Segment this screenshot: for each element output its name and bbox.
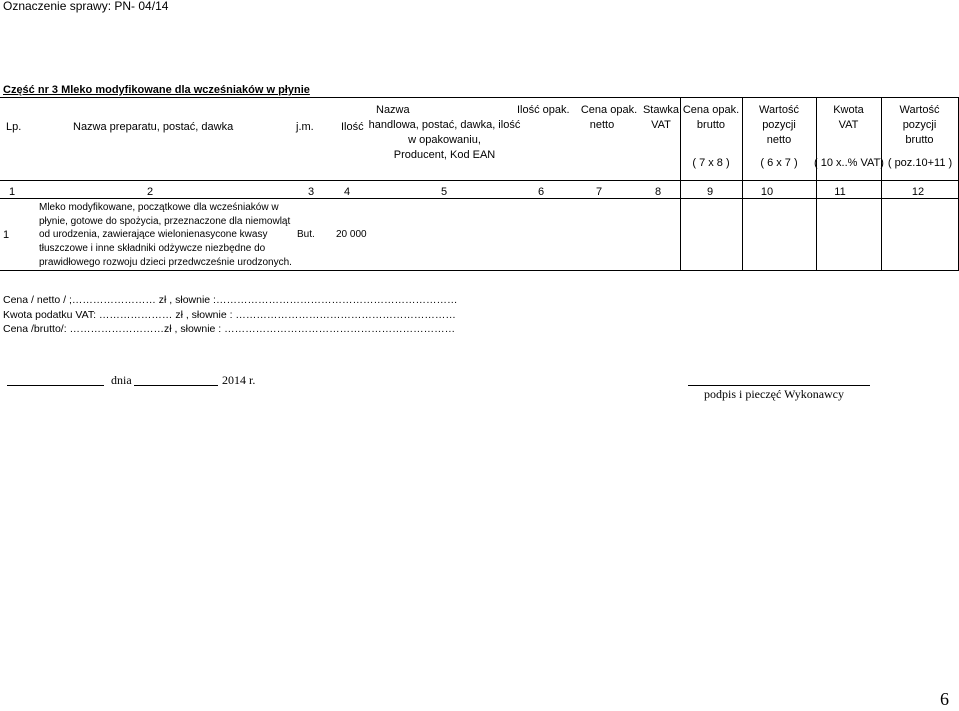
header-gross-price: Cena opak. brutto (682, 104, 740, 131)
row-qty: 20 000 (336, 229, 367, 240)
column-number: 2 (146, 186, 154, 198)
column-number: 9 (706, 186, 714, 198)
column-number: 8 (654, 186, 662, 198)
row-lp: 1 (3, 229, 10, 241)
column-number: 10 (760, 186, 774, 198)
signature-caption: podpis i pieczęć Wykonawcy (704, 387, 845, 401)
header-trade-name: Nazwa handlowa, postać, dawka, ilość w opakowaniu, Producent, Kod EAN (368, 104, 521, 161)
header-vat-amount: Kwota VAT (833, 104, 864, 131)
header-position-net: Wartość pozycji netto (759, 104, 799, 146)
column-number: 11 (834, 186, 846, 198)
header-lp: Lp. (6, 121, 22, 133)
column-number: 5 (440, 186, 448, 198)
column-number: 12 (911, 186, 925, 198)
date-label: dnia (111, 373, 132, 387)
case-label: Oznaczenie sprawy: PN- 04/14 (3, 0, 169, 13)
column-number: 3 (307, 186, 315, 198)
column-number: 6 (537, 186, 545, 198)
signature-line (688, 385, 870, 386)
summary-gross: Cena /brutto/: ………………………zł , słownie : ………………………………………………………… (3, 323, 456, 335)
date-line (134, 385, 218, 386)
header-gross-formula: ( 7 x 8 ) (692, 157, 730, 169)
header-unit: j.m. (296, 121, 314, 133)
column-number: 1 (8, 186, 16, 198)
row-unit: But. (297, 229, 315, 240)
header-position-gross: Wartość pozycji brutto (899, 104, 940, 146)
header-vat-amount-formula: ( 10 x..% VAT) (814, 157, 884, 169)
summary-net: Cena / netto / ;…………………… zł , słownie :…………………………………………………………… (3, 294, 458, 306)
part-title: Część nr 3 Mleko modyfikowane dla wcześniaków w płynie (3, 84, 310, 96)
header-vat-rate: Stawka VAT (642, 104, 680, 131)
summary-vat: Kwota podatku VAT: ………………… zł , słownie : ……………………………………………………… (3, 309, 456, 321)
date-year: 2014 r. (222, 373, 256, 387)
header-pack-qty: Ilość opak. (517, 104, 570, 116)
row-description: Mleko modyfikowane, początkowe dla wcześniaków w płynie, gotowe do spożycia, przeznaczone dla niemowląt od urodzenia, zawierające wielonienasycone kwasy tłuszczowe i inne składniki odżywcze niezbędne do prawidłowego rozwoju dzieci przedwcześnie urodzonych. (39, 202, 292, 268)
page-number: 6 (940, 689, 949, 709)
header-name: Nazwa preparatu, postać, dawka (73, 121, 234, 133)
header-qty: Ilość (341, 121, 364, 133)
date-place-line (7, 385, 104, 386)
header-position-gross-formula: ( poz.10+11 ) (887, 157, 953, 169)
header-position-net-formula: ( 6 x 7 ) (760, 157, 798, 169)
header-net-price: Cena opak. netto (580, 104, 638, 131)
column-number: 7 (595, 186, 603, 198)
column-number: 4 (343, 186, 351, 198)
